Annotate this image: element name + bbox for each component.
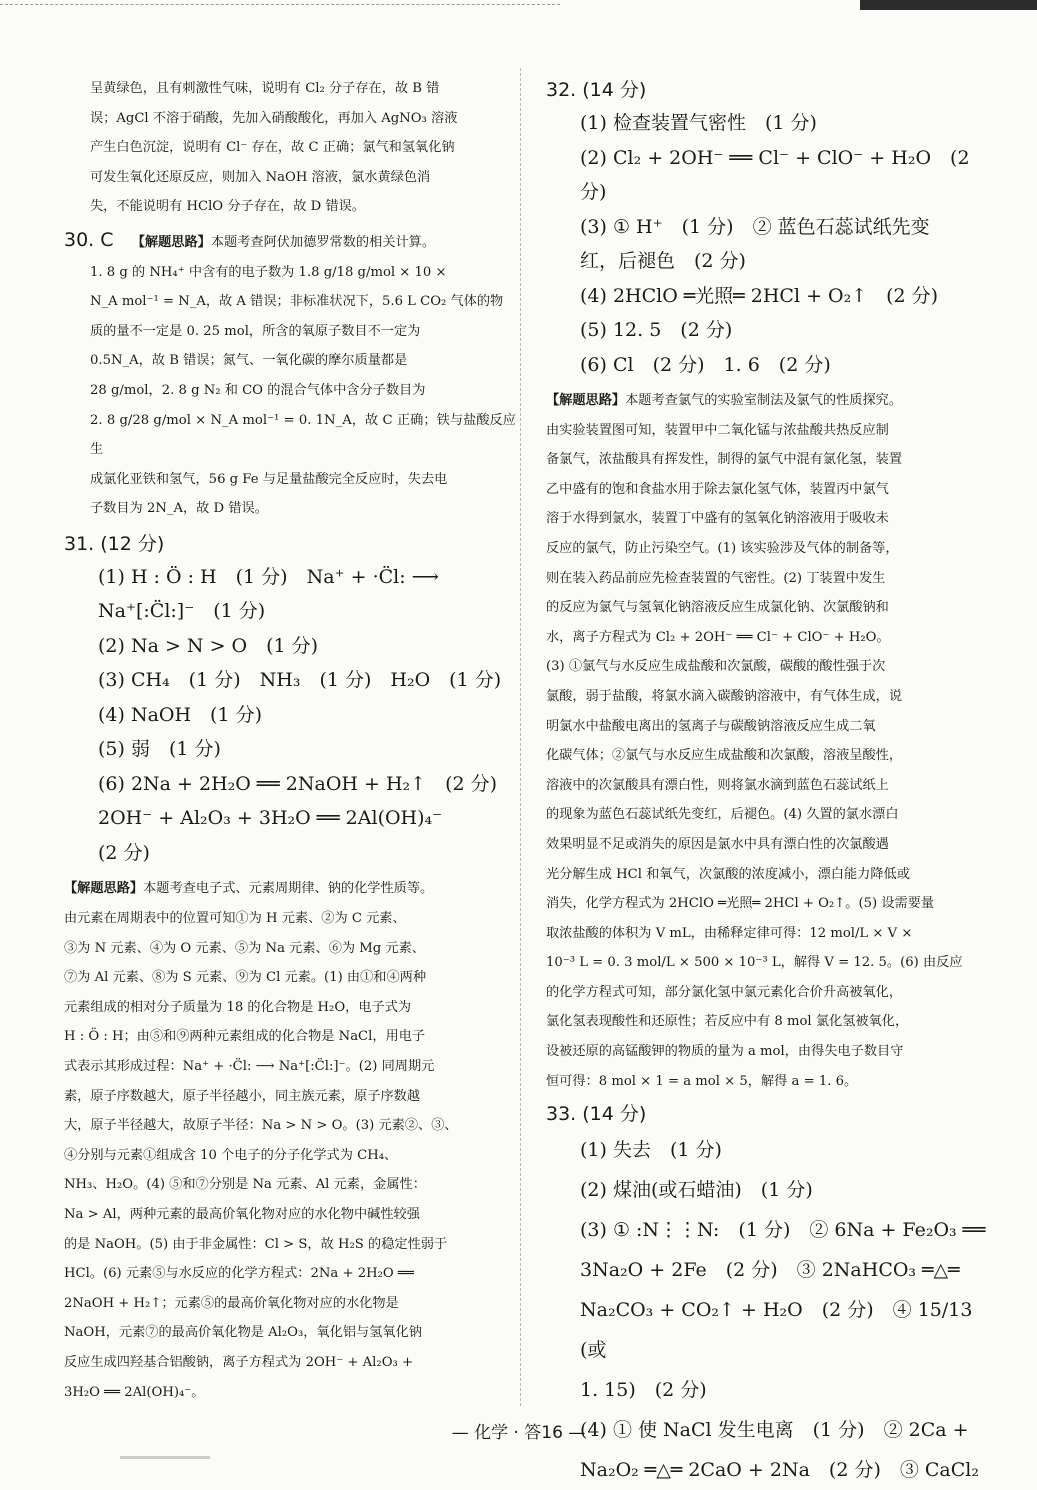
answer-line: Na₂O₂ ═△═ 2CaO + 2Na (2 分) ③ CaCl₂ [580, 1459, 979, 1482]
q31-explanation [64, 904, 516, 1407]
text-line: 呈黄绿色，且有刺激性气味，说明有 Cl₂ 分子存在，故 B 错 [90, 81, 440, 96]
answer-line: (2) Na > N > O (1 分) [98, 634, 319, 657]
text-line: 产生白色沉淀，说明有 Cl⁻ 存在，故 C 正确；氯气和氢氧化钠 [90, 140, 455, 156]
text-line: 2. 8 g/28 g/mol × N_A mol⁻¹ = 0. 1N_A，故 C 正确；铁与盐酸反应生 [90, 412, 516, 458]
answer-line: (2 分) [98, 841, 150, 864]
page-number: — 化学 · 答16 — [451, 1423, 586, 1443]
answer-line: Na₂CO₃ + CO₂↑ + H₂O (2 分) ④ 15/13 (或 [580, 1299, 973, 1362]
answer-line: (5) 弱 (1 分) [98, 738, 221, 761]
answer-line: (3) CH₄ (1 分) NH₃ (1 分) H₂O (1 分) [98, 669, 502, 692]
text-line: 式表示其形成过程：Na⁺ + ·C̈l: ⟶ Na⁺[:C̈l:]⁻。(2) 同周期元 [64, 1058, 435, 1074]
text-line: 3H₂O ══ 2Al(OH)₄⁻。 [64, 1384, 205, 1400]
answer-line: (1) H : Ö : H (1 分) Na⁺ + ·C̈l: ⟶ [98, 565, 439, 588]
text-line: 效果明显不足或消失的原因是氯水中具有漂白性的次氯酸遇 [546, 836, 889, 852]
answer-line: (4) NaOH (1 分) [98, 703, 263, 726]
text-line: 10⁻³ L = 0. 3 mol/L × 500 × 10⁻³ L，解得 V = 12. 5。(6) 由反应 [546, 955, 963, 971]
text-line: H : Ö : H；由⑤和⑨两种元素组成的化合物是 NaCl，用电子 [64, 1029, 426, 1045]
answer-line: Na⁺[:C̈l:]⁻ (1 分) [98, 600, 266, 623]
text-line: HCl。(6) 元素⑤与水反应的化学方程式：2Na + 2H₂O ══ [64, 1266, 414, 1282]
text-line: 质的量不一定是 0. 25 mol，所含的氧原子数目不一定为 [90, 323, 421, 339]
text-line: 素，原子序数越大，原子半径越小，同主族元素，原子序数越 [64, 1088, 421, 1104]
text-line: 由实验装置图可知，装置甲中二氧化锰与浓盐酸共热反应制 [546, 422, 889, 438]
q31-number: 31. (12 分) [64, 532, 165, 555]
text-line: 失，不能说明有 HClO 分子存在，故 D 错误。 [90, 199, 365, 215]
text-line: 明氯水中盐酸电离出的氢离子与碳酸钠溶液反应生成二氧 [546, 718, 876, 734]
answer-line: 1. 15) (2 分) [580, 1379, 707, 1402]
text-line: 恒可得：8 mol × 1 = a mol × 5，解得 a = 1. 6。 [546, 1073, 858, 1089]
q30-explanation [64, 258, 516, 524]
top-edge [0, 0, 1037, 14]
text-line: 的现象为蓝色石蕊试纸先变红，后褪色。(4) 久置的氯水漂白 [546, 807, 899, 823]
top-dashed-rule [0, 4, 560, 7]
text-line: 化碳气体；②氯气与水反应生成盐酸和次氯酸，溶液呈酸性， [546, 748, 903, 764]
q32-first-line: 本题考查氯气的实验室制法及氯气的性质探究。 [625, 393, 903, 408]
text-line: 备氯气，浓盐酸具有挥发性，制得的氯气中混有氯化氢，装置 [546, 452, 903, 468]
answer-line: (4) 2HClO ═光照═ 2HCl + O₂↑ (2 分) [580, 284, 939, 307]
text-line: 溶液中的次氯酸具有漂白性，则将氯水滴到蓝色石蕊试纸上 [546, 777, 889, 793]
left-column [64, 74, 516, 1407]
q31-tag: 【解题思路】 [64, 881, 144, 897]
text-line: 水，离子方程式为 Cl₂ + 2OH⁻ ══ Cl⁻ + ClO⁻ + H₂O。 [546, 629, 890, 645]
text-line: 的是 NaOH。(5) 由于非金属性：Cl > S，故 H₂S 的稳定性弱于 [64, 1236, 448, 1252]
text-line: 的化学方程式可知，部分氯化氢中氯元素化合价升高被氧化， [546, 984, 903, 1000]
top-dark-strip [860, 0, 1037, 10]
text-line: 溶于水得到氯水，装置丁中盛有的氢氧化钠溶液用于吸收未 [546, 511, 889, 527]
column-divider [520, 68, 521, 1406]
answer-line: (6) Cl (2 分) 1. 6 (2 分) [580, 353, 831, 376]
text-line: 由元素在周期表中的位置可知①为 H 元素、②为 C 元素、 [64, 911, 406, 926]
text-line: NaOH，元素⑦的最高价氧化物是 Al₂O₃，氧化铝与氢氧化钠 [64, 1325, 422, 1341]
q30-tag: 【解题思路】 [131, 234, 211, 250]
q30-block [64, 224, 516, 524]
page-footer [0, 1418, 1037, 1443]
answer-line: 2OH⁻ + Al₂O₃ + 3H₂O ══ 2Al(OH)₄⁻ [98, 807, 443, 830]
text-line: 28 g/mol，2. 8 g N₂ 和 CO 的混合气体中含分子数目为 [90, 382, 426, 398]
text-line: ⑦为 Al 元素、⑧为 S 元素、⑨为 Cl 元素。(1) 由①和④两种 [64, 970, 427, 986]
q30-number: 30. C [64, 228, 114, 251]
q31-first-line: 本题考查电子式、元素周期律、钠的化学性质等。 [143, 881, 434, 897]
answer-line: (4) ① 使 NaCl 发生电离 (1 分) ② 2Ca + [580, 1419, 969, 1442]
text-line: 消失，化学方程式为 2HClO ═光照═ 2HCl + O₂↑。(5) 设需要量 [546, 896, 935, 912]
text-line: 成氯化亚铁和氢气，56 g Fe 与足量盐酸完全反应时，失去电 [90, 471, 448, 487]
text-line: 设被还原的高锰酸钾的物质的量为 a mol，由得失电子数目守 [546, 1044, 904, 1060]
text-line: 子数目为 2N_A，故 D 错误。 [90, 501, 268, 517]
text-line: 反应的氯气，防止污染空气。(1) 该实验涉及气体的制备等， [546, 540, 899, 556]
text-line: 误；AgCl 不溶于硝酸，先加入硝酸酸化，再加入 AgNO₃ 溶液 [90, 110, 458, 126]
answer-line: 红，后褪色 (2 分) [580, 250, 746, 272]
q32-answers [546, 106, 992, 382]
q32-tag: 【解题思路】 [546, 393, 626, 408]
answer-line: (3) ① :N⋮⋮N: (1 分) ② 6Na + Fe₂O₃ ══ [580, 1219, 986, 1242]
text-line: 1. 8 g 的 NH₄⁺ 中含有的电子数为 1.8 g/18 g/mol × 10 × [90, 264, 447, 280]
q31-answers [64, 560, 516, 871]
text-line: 0.5N_A，故 B 错误；氮气、一氧化碳的摩尔质量都是 [90, 353, 408, 369]
answer-line: (1) 检查装置气密性 (1 分) [580, 112, 817, 134]
text-line: 反应生成四羟基合铝酸钠，离子方程式为 2OH⁻ + Al₂O₃ + [64, 1354, 414, 1370]
q31-block [64, 528, 516, 1407]
answer-line: 3Na₂O + 2Fe (2 分) ③ 2NaHCO₃ ═△═ [580, 1259, 960, 1282]
answer-line: (3) ① H⁺ (1 分) ② 蓝色石蕊试纸先变 [580, 215, 930, 238]
q32-number: 32. (14 分) [546, 79, 647, 101]
text-line: 元素组成的相对分子质量为 18 的化合物是 H₂O，电子式为 [64, 999, 412, 1015]
text-line: 乙中盛有的饱和食盐水用于除去氯化氢气体，装置丙中氯气 [546, 481, 889, 497]
text-line: (3) ①氯气与水反应生成盐酸和次氯酸，碳酸的酸性强于次 [546, 659, 886, 675]
text-line: ④分别与元素①组成含 10 个电子的分子化学式为 CH₄、 [64, 1147, 398, 1163]
q32-explanation [546, 416, 992, 1097]
answer-line: (2) Cl₂ + 2OH⁻ ══ Cl⁻ + ClO⁻ + H₂O (2 分) [580, 146, 970, 203]
text-line: ③为 N 元素、④为 O 元素、⑤为 Na 元素、⑥为 Mg 元素、 [64, 940, 425, 956]
q29-continuation [64, 74, 516, 222]
text-line: NH₃、H₂O。(4) ⑤和⑦分别是 Na 元素、Al 元素，金属性： [64, 1177, 426, 1193]
text-line: 则在装入药品前应先检查装置的气密性。(2) 丁装置中发生 [546, 570, 886, 586]
text-line: 可发生氧化还原反应，则加入 NaOH 溶液，氯水黄绿色消 [90, 169, 431, 185]
q33-number: 33. (14 分) [546, 1103, 647, 1126]
text-line: 氯化氢表现酸性和还原性；若反应中有 8 mol 氯化氢被氧化， [546, 1014, 909, 1030]
text-line: 光分解生成 HCl 和氧气，次氯酸的浓度减小，漂白能力降低或 [546, 866, 910, 882]
answer-line: (6) 2Na + 2H₂O ══ 2NaOH + H₂↑ (2 分) [98, 772, 498, 795]
q31-explanation-block [64, 874, 516, 1407]
text-line: N_A mol⁻¹ = N_A，故 A 错误；非标准状况下，5.6 L CO₂ 气体的物 [90, 294, 504, 310]
text-line: 取浓盐酸的体积为 V mL，由稀释定律可得：12 mol/L × V × [546, 925, 913, 941]
footer-mark [120, 1456, 210, 1459]
q30-first-line: 本题考查阿伏加德罗常数的相关计算。 [210, 234, 436, 250]
text-line: 氯酸，弱于盐酸，将氯水滴入碳酸钠溶液中，有气体生成，说 [546, 688, 903, 704]
text-line: 2NaOH + H₂↑；元素⑤的最高价氧化物对应的水化物是 [64, 1295, 399, 1311]
right-column [546, 74, 992, 1490]
answer-line: (5) 12. 5 (2 分) [580, 319, 733, 341]
q32-explanation-block [546, 386, 992, 1096]
answer-line: (2) 煤油(或石蜡油) (1 分) [580, 1179, 813, 1202]
answer-line: (1) 失去 (1 分) [580, 1139, 722, 1162]
text-line: 的反应为氯气与氢氧化钠溶液反应生成氯化钠、次氯酸钠和 [546, 600, 889, 616]
text-line: Na > Al，两种元素的最高价氧化物对应的水化物中碱性较强 [64, 1206, 420, 1222]
text-line: 大，原子半径越大，故原子半径：Na > N > O。(3) 元素②、③、 [64, 1118, 458, 1134]
